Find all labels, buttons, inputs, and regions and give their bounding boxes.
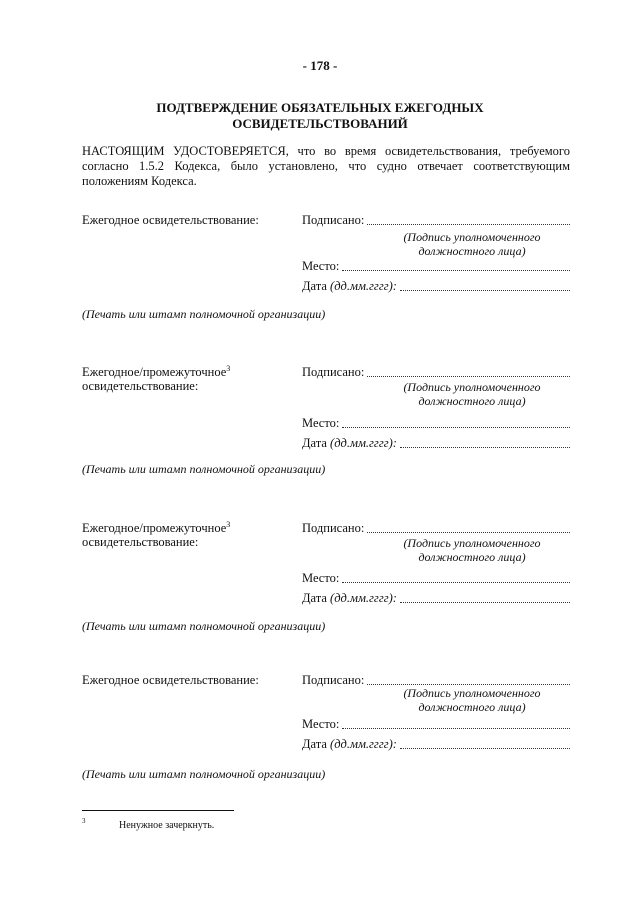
date-label-text: Дата — [302, 591, 331, 605]
survey-section-4 — [82, 673, 572, 783]
place-line[interactable] — [342, 572, 570, 583]
seal-note: (Печать или штамп полномочной организации) — [82, 462, 326, 476]
survey-section-1 — [82, 213, 572, 323]
signed-label: Подписано: — [302, 213, 365, 227]
place-label: Место: — [302, 416, 340, 430]
survey-label-line-1: Ежегодное/промежуточное — [82, 521, 227, 535]
survey-label-line-1: Ежегодное/промежуточное — [82, 365, 227, 379]
footnote-mark: 3 — [82, 817, 86, 825]
document-title — [0, 100, 640, 132]
date-line[interactable] — [400, 592, 570, 603]
seal-note: (Печать или штамп полномочной организации) — [82, 767, 326, 781]
date-field[interactable] — [302, 436, 570, 450]
survey-label-line-2: освидетельствование: — [82, 535, 199, 549]
footnote-text: Ненужное зачеркнуть. — [119, 820, 215, 831]
signed-field[interactable] — [302, 521, 570, 535]
date-format: (дд.мм.гггг): — [330, 737, 397, 751]
date-line[interactable] — [400, 280, 570, 291]
date-line[interactable] — [400, 437, 570, 448]
date-line[interactable] — [400, 738, 570, 749]
signature-caption-line-2: должностного лица) — [418, 244, 526, 258]
footnote-divider — [82, 810, 234, 811]
signature-caption-line-2: должностного лица) — [418, 394, 526, 408]
survey-label — [82, 365, 282, 393]
date-label-text: Дата — [302, 737, 331, 751]
survey-label — [82, 673, 282, 687]
signature-caption-line-2: должностного лица) — [418, 700, 526, 714]
place-line[interactable] — [342, 718, 570, 729]
signature-caption-line-1: (Подпись уполномоченного — [403, 230, 541, 244]
date-format: (дд.мм.гггг): — [330, 436, 397, 450]
place-label: Место: — [302, 259, 340, 273]
signature-caption — [372, 536, 572, 564]
signed-line[interactable] — [367, 674, 570, 685]
date-field[interactable] — [302, 591, 570, 605]
date-label-text: Дата — [302, 279, 331, 293]
survey-section-2 — [82, 365, 572, 475]
date-field[interactable] — [302, 737, 570, 751]
place-field[interactable] — [302, 717, 570, 731]
seal-note: (Печать или штамп полномочной организации) — [82, 307, 326, 321]
date-field[interactable] — [302, 279, 570, 293]
title-line-1: ПОДТВЕРЖДЕНИЕ ОБЯЗАТЕЛЬНЫХ ЕЖЕГОДНЫХ — [156, 100, 484, 115]
date-label — [302, 279, 397, 293]
date-label — [302, 436, 397, 450]
page-number: - 178 - — [302, 58, 338, 73]
signed-label: Подписано: — [302, 673, 365, 687]
signed-line[interactable] — [367, 522, 570, 533]
survey-label — [82, 521, 282, 549]
survey-label-line-1: Ежегодное освидетельствование: — [82, 213, 259, 227]
signature-caption — [372, 380, 572, 408]
signed-field[interactable] — [302, 673, 570, 687]
footnote-ref: 3 — [226, 363, 231, 373]
title-line-2: ОСВИДЕТЕЛЬСТВОВАНИЙ — [232, 116, 408, 131]
date-label — [302, 737, 397, 751]
seal-note: (Печать или штамп полномочной организации) — [82, 619, 326, 633]
place-field[interactable] — [302, 416, 570, 430]
place-field[interactable] — [302, 259, 570, 273]
footnote-ref: 3 — [226, 519, 231, 529]
signed-label: Подписано: — [302, 365, 365, 379]
place-line[interactable] — [342, 260, 570, 271]
signed-line[interactable] — [367, 366, 570, 377]
date-label-text: Дата — [302, 436, 331, 450]
survey-label-line-2: освидетельствование: — [82, 379, 199, 393]
survey-label-line-1: Ежегодное освидетельствование: — [82, 673, 259, 687]
signed-field[interactable] — [302, 213, 570, 227]
intro-paragraph: НАСТОЯЩИМ УДОСТОВЕРЯЕТСЯ, что во время освидетельствования, требуемого согласно 1.5.2 Кодекса, было установлено, что судно отвечает соответствующим положениям Кодекса. — [82, 144, 570, 188]
survey-section-3 — [82, 521, 572, 631]
signature-caption — [372, 230, 572, 258]
signed-field[interactable] — [302, 365, 570, 379]
signature-caption-line-1: (Подпись уполномоченного — [403, 536, 541, 550]
signed-line[interactable] — [367, 214, 570, 225]
place-label: Место: — [302, 717, 340, 731]
signature-caption-line-1: (Подпись уполномоченного — [403, 686, 541, 700]
signature-caption-line-1: (Подпись уполномоченного — [403, 380, 541, 394]
signature-caption-line-2: должностного лица) — [418, 550, 526, 564]
place-line[interactable] — [342, 417, 570, 428]
signature-caption — [372, 686, 572, 714]
signed-label: Подписано: — [302, 521, 365, 535]
place-label: Место: — [302, 571, 340, 585]
survey-label — [82, 213, 282, 227]
date-format: (дд.мм.гггг): — [330, 591, 397, 605]
date-format: (дд.мм.гггг): — [330, 279, 397, 293]
place-field[interactable] — [302, 571, 570, 585]
date-label — [302, 591, 397, 605]
